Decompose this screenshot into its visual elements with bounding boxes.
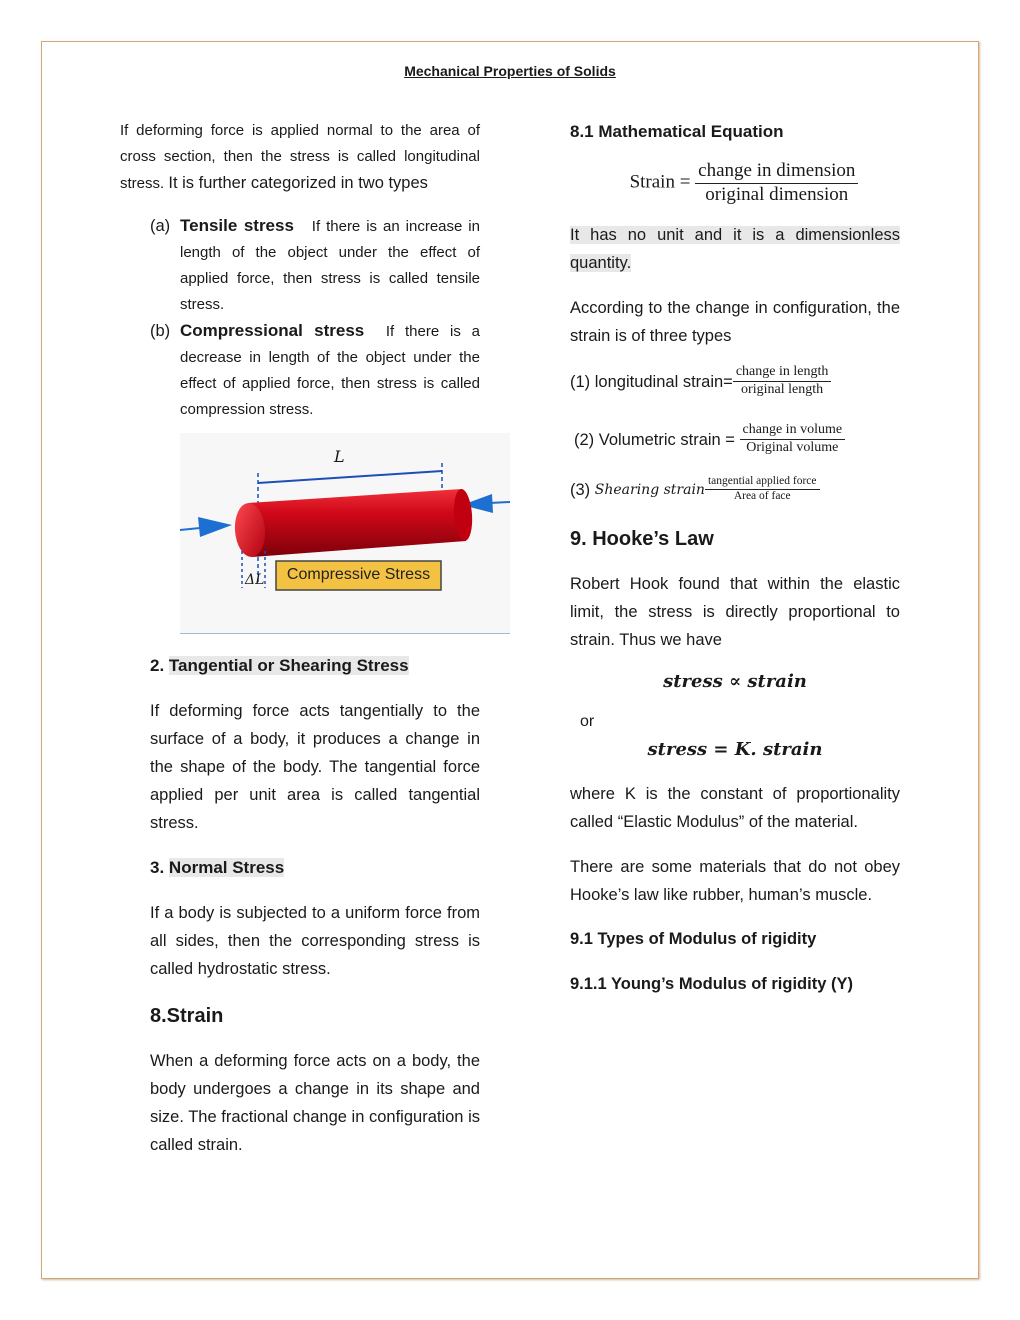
volumetric-fraction: $\frac{\text{change in volume}}{\text{Original volume}}$	[740, 422, 846, 457]
equation-lhs: Strain =	[629, 171, 691, 193]
hookes-law-text: Robert Hook found that within the elastic limit, the stress is directly proportional to strain. Thus we have	[570, 574, 900, 649]
delta-length-label: ΔL	[245, 572, 265, 588]
item-text: If there is a decrease in length of the object under the effect of applied force, then stress is called compression stress.	[180, 323, 480, 418]
length-label: L	[334, 447, 345, 466]
tangential-section	[150, 652, 480, 837]
compressive-stress-caption: Compressive Stress	[286, 566, 431, 583]
hookes-law-heading: 9. Hooke’s Law	[570, 527, 714, 550]
or-text: or	[580, 712, 595, 730]
tensile-stress-item	[120, 213, 480, 318]
page-header: Mechanical Properties of Solids	[404, 63, 616, 79]
unit-note: It has no unit and it is a dimensionless quantity.	[570, 225, 900, 272]
shearing-fraction: $\frac{\text{tangential applied force}}{\text{Area of face}}$	[705, 475, 820, 504]
section-heading: 3. Normal Stress	[150, 858, 285, 877]
hooke-exceptions-text: There are some materials that do not obey Hooke’s law like rubber, human’s muscle.	[570, 857, 900, 904]
compressional-stress-item	[120, 318, 480, 423]
section-heading-text: Tangential or Shearing Stress	[168, 656, 409, 675]
item-label: (a)	[150, 217, 171, 235]
section-text: If a body is subjected to a uniform force from all sides, then the corresponding stress is called hydrostatic stress.	[150, 904, 480, 978]
normal-stress-section	[150, 854, 480, 983]
strain-section	[150, 1001, 480, 1159]
section-text: If deforming force acts tangentially to the surface of a body, it produces a change in the shape of the body. The tangential force applied per unit area is called tangential stress.	[150, 702, 480, 832]
section-heading: 2. Tangential or Shearing Stress	[150, 656, 409, 675]
left-column	[120, 118, 480, 1159]
length-dimension-line	[258, 471, 442, 483]
shearing-strain: (3) Shearing strain $\frac{\text{tangential applied force}}{\text{Area of face}}$	[570, 470, 900, 510]
longitudinal-fraction: $\frac{\text{change in length}}{\text{original length}}$	[733, 364, 832, 399]
intro-continuation: It is further categorized in two types	[168, 174, 428, 192]
strain-heading: 8.Strain	[150, 1005, 224, 1027]
longitudinal-strain: (1) longitudinal strain= $\frac{\text{change in length}}{\text{original length}}$	[570, 360, 900, 404]
strain-text: When a deforming force acts on a body, the body undergoes a change in its shape and size. The fractional change in configuration is called strain.	[150, 1052, 480, 1154]
right-column	[570, 118, 900, 998]
intro-text: If deforming force is applied normal to the area of cross section, then the stress is called longitudinal stress.	[120, 122, 480, 192]
left-force-arrow	[198, 517, 232, 537]
math-equation-heading: 8.1 Mathematical Equation	[570, 122, 784, 141]
intro-paragraph	[120, 118, 480, 197]
proportionality-equation: stress ∝ strain	[663, 670, 807, 692]
volumetric-strain: (2) Volumetric strain = $\frac{\text{change in volume}}{\text{Original volume}}$	[570, 418, 900, 462]
item-title: Compressional stress	[180, 321, 365, 340]
elastic-modulus-text: where K is the constant of proportionality called “Elastic Modulus” of the material.	[570, 784, 900, 831]
strain-types-intro: According to the change in configuration, the strain is of three types	[570, 298, 900, 345]
fraction-numerator: change in dimension	[695, 160, 858, 184]
item-text: If there is an increase in length of the object under the effect of applied force, then stress is called tensile stress.	[180, 218, 480, 313]
section-heading-text: Normal Stress	[168, 858, 285, 877]
cylinder-body	[248, 489, 466, 557]
cylinder-diagram	[180, 433, 510, 633]
strain-equation	[588, 160, 900, 207]
modulus-types-heading: 9.1 Types of Modulus of rigidity	[570, 929, 817, 948]
hookes-law-equation: stress = K. strain	[647, 738, 823, 760]
item-title: Tensile stress	[180, 216, 294, 235]
fraction-denominator: original dimension	[705, 183, 849, 205]
strain-fraction	[695, 160, 858, 207]
youngs-modulus-heading: 9.1.1 Young’s Modulus of rigidity (Y)	[570, 974, 853, 993]
item-label: (b)	[150, 322, 171, 340]
compressive-stress-figure	[180, 433, 510, 634]
